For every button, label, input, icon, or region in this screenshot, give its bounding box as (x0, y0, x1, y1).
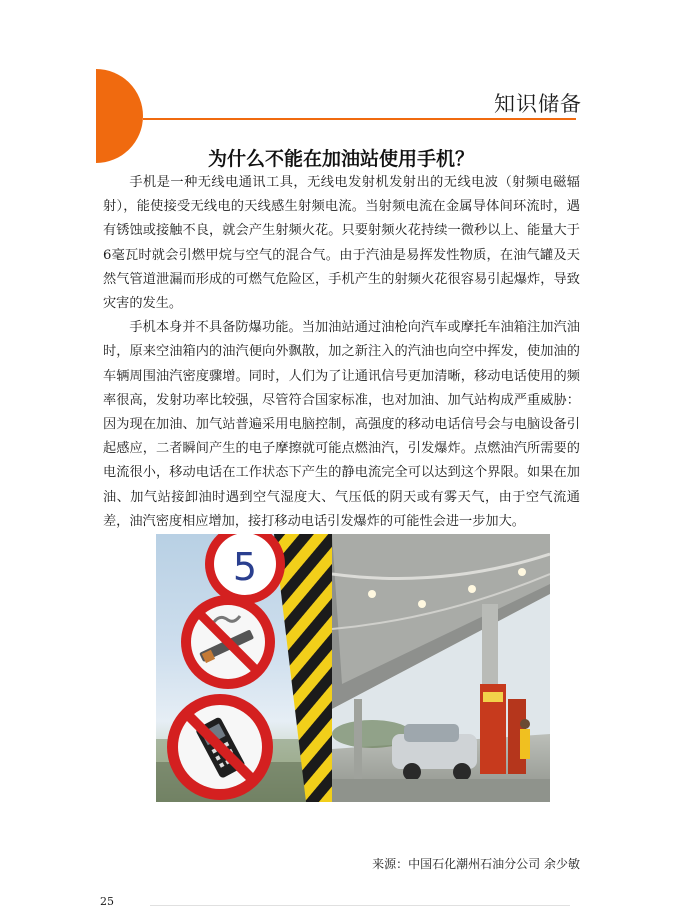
footer-rule (150, 905, 570, 906)
prohibition-signs-illustration (156, 534, 333, 802)
article-paragraph: 手机本身并不具备防爆功能。当加油站通过油枪向汽车或摩托车油箱注加汽油时，原来空油箱内的油汽便向外飘散，加之新注入的汽油也向空中挥发，使加油的车辆周围油汽密度骤增。同时，人们为了让通讯信号更加清晰，移动电话使用的频率很高，发射功率比较强，尽管符合国家标准，也对加油、加气站构成严重威胁：因为现在加油、加气站普遍采用电脑控制，高强度的移动电话信号会与电脑设备引起感应，二者瞬间产生的电子摩擦就可能点燃油汽，引发爆炸。点燃油汽所需要的电流很小，移动电话在工作状态下产生的静电流完全可以达到这个界限。如果在加油、加气站接卸油时遇到空气湿度大、气压低的阴天或有雾天气，由于空气流通差，油汽密度相应增加，接打移动电话引发爆炸的可能性会进一步加大。 (103, 320, 580, 529)
article-paragraph: 手机是一种无线电通讯工具，无线电发射机发射出的无线电波（射频电磁辐射），能使接受无线电的天线感生射频电流。当射频电流在金属导体间环流时，遇有锈蚀或接触不良，就会产生射频火花。只要射频火花持续一微秒以上、能量大于6毫瓦时就会引燃甲烷与空气的混合气。由于汽油是易挥发性物质，在油气罐及天然气管道泄漏而形成的可燃气危险区，手机产生的射频火花很容易引起爆炸，导致灾害的发生。 (103, 175, 580, 312)
page-number: 25 (100, 895, 114, 908)
section-label: 知识储备 (494, 92, 582, 116)
speed-limit-sign (205, 534, 285, 604)
article-title: 为什么不能在加油站使用手机？ (207, 148, 474, 170)
photo-prohibition-signs (156, 534, 333, 802)
gas-station-illustration (332, 534, 550, 802)
article-body (103, 171, 580, 534)
no-mobile-phone-sign (167, 694, 273, 800)
photo-gas-station (332, 534, 550, 802)
header-rule (143, 118, 576, 120)
article-source: 来源：中国石化潮州石油分公司 余少敏 (372, 857, 580, 871)
no-smoking-sign (181, 595, 275, 689)
speed-limit-number: 5 (232, 545, 258, 589)
